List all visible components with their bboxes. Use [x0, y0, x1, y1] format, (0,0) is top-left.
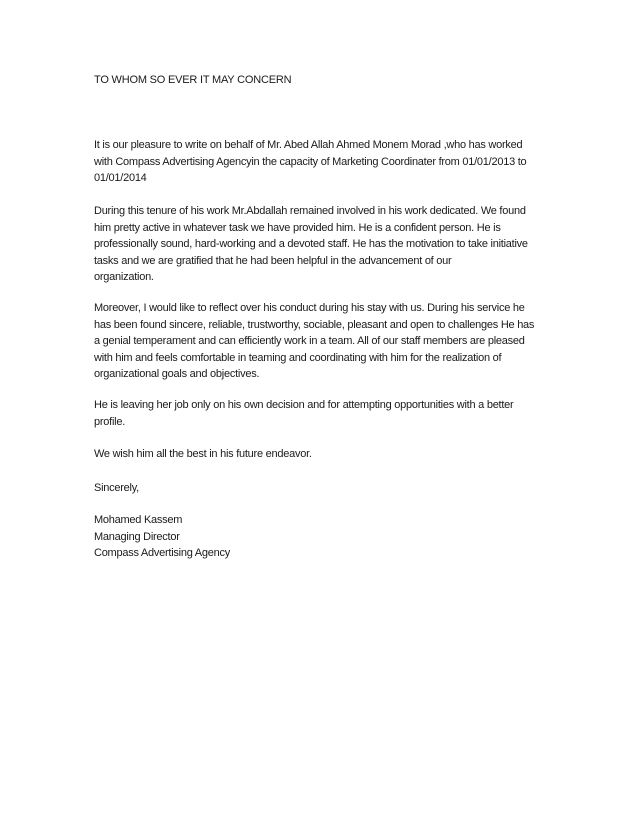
text-line: a genial temperament and can efficiently work in a team. All of our staff members are pleased — [94, 335, 525, 348]
text-line: We wish him all the best in his future endeavor. — [94, 448, 312, 460]
paragraph-conduct — [94, 300, 554, 383]
text-line: He is leaving her job only on his own decision and for attempting opportunities with a better — [94, 399, 514, 411]
text-line: profile. — [94, 415, 126, 428]
text-line: with Compass Advertising Agencyin the capacity of Marketing Coordinater from 01/01/2013 to — [94, 155, 527, 168]
signature-block — [94, 512, 554, 562]
signatory-name: Mohamed Kassem — [94, 514, 183, 526]
text-line: has been found sincere, reliable, trustworthy, sociable, pleasant and open to challenges He has — [94, 318, 535, 331]
text-line: tasks and we are gratified that he had been helpful in the advancement of our — [94, 254, 452, 267]
paragraph-wishes — [94, 446, 554, 463]
paragraph-leaving — [94, 397, 554, 430]
text-line: professionally sound, hard-working and a devoted staff. He has the motivation to take initiative — [94, 238, 528, 251]
text-line: During this tenure of his work Mr.Abdallah remained involved in his work dedicated. We found — [94, 205, 526, 217]
text-line: It is our pleasure to write on behalf of Mr. Abed Allah Ahmed Monem Morad ,who has worked — [94, 139, 523, 151]
text-line: 01/01/2014 — [94, 172, 147, 185]
signatory-title: Managing Director — [94, 530, 180, 543]
text-line: with him and feels comfortable in teaming and coordinating with him for the realization of — [94, 351, 502, 364]
paragraph-introduction — [94, 137, 554, 187]
text-line: Sincerely, — [94, 482, 139, 494]
text-line: organizational goals and objectives. — [94, 368, 260, 381]
closing-salutation — [94, 480, 554, 497]
text-line: Moreover, I would like to reflect over his conduct during his stay with us. During his service he — [94, 302, 525, 314]
signatory-company: Compass Advertising Agency — [94, 547, 230, 560]
paragraph-tenure — [94, 203, 554, 286]
text-line: him pretty active in whatever task we have provided him. He is a confident person. He is — [94, 221, 501, 234]
text-line: organization. — [94, 271, 154, 284]
letter-heading: TO WHOM SO EVER IT MAY CONCERN — [94, 74, 292, 86]
